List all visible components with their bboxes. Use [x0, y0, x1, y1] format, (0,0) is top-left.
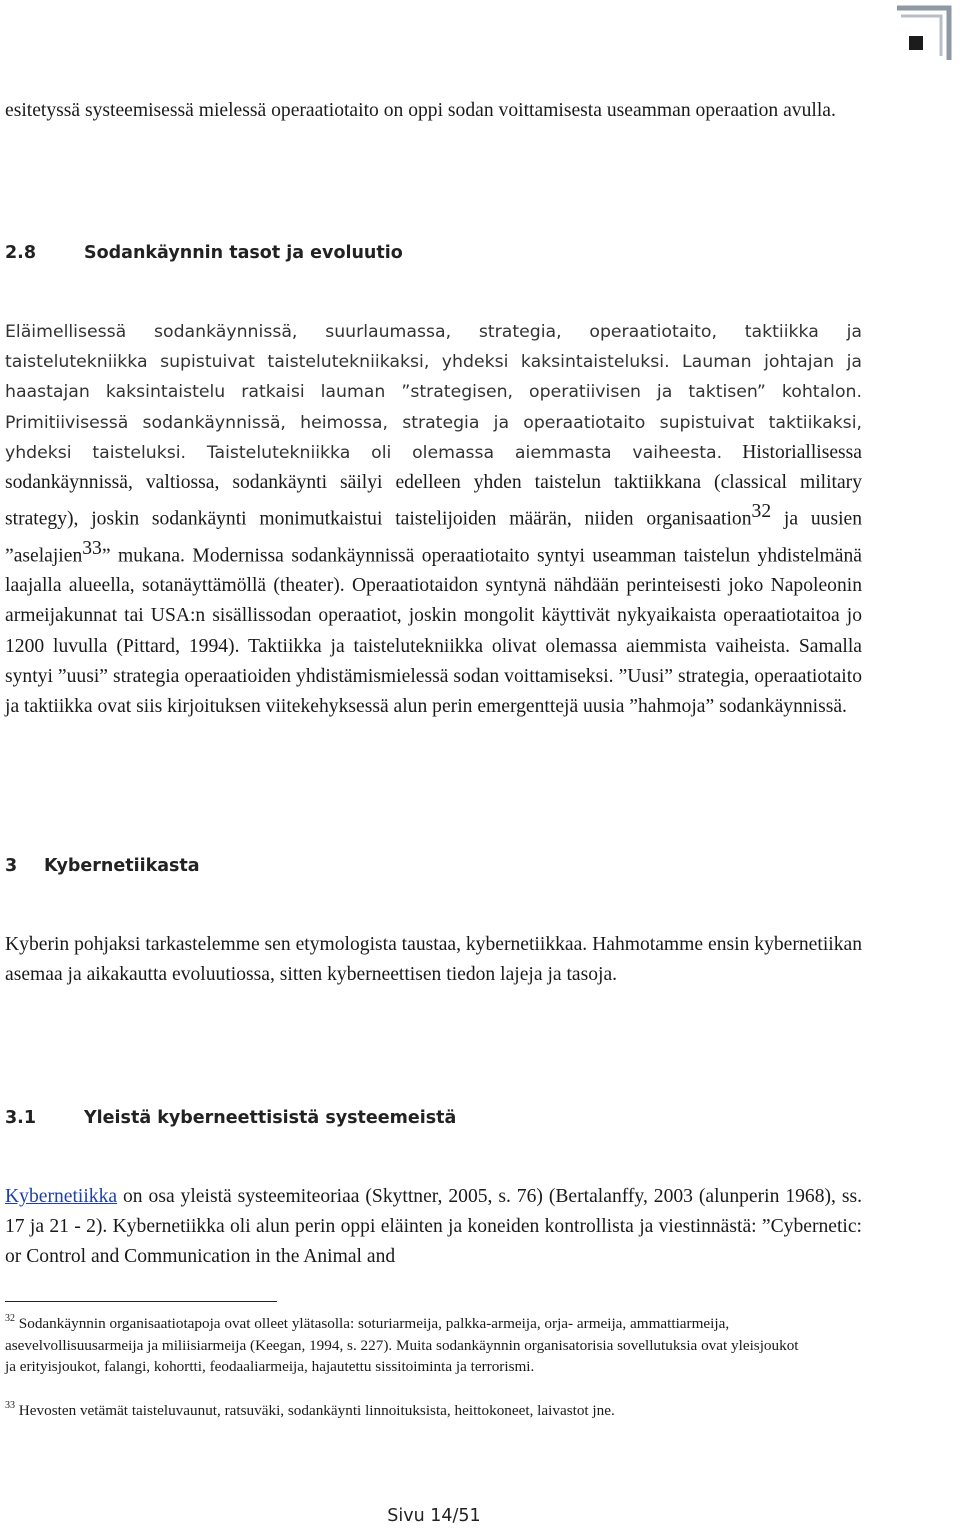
section-heading-3-1 — [5, 1108, 456, 1128]
paragraph-cybernetics-intro: Kyberin pohjaksi tarkastelemme sen etymologista taustaa, kybernetiikkaa. Hahmotamme ensin kybernetiikan asemaa ja aikakautta evoluutiossa, sitten kyberneettisen tiedon lajeja ja tasoja. — [5, 934, 862, 986]
footnote-32: $^{32}$ Sodankäynnin organisaatiotapoja ovat olleet ylätasolla: soturiarmeija, palkka-armeija, orja- armeija, ammattiarmeija, asevelvollisuusarmeija ja miliisiarmeija (Keegan, 1994, s. 227). Muita sodankäynnin organisatorisia sovellutuksia ovat yleisjoukot ja erityisjoukot, falangi, kohortti, feodaaliarmeija, hajautettu sissitoiminta ja terrorismi. — [5, 1312, 799, 1375]
section-title: Yleistä kyberneettisistä systeemeistä — [84, 1108, 457, 1128]
footnote-number: 32 — [5, 1312, 15, 1324]
section-number: 2.8 — [5, 243, 37, 263]
section-heading-2-8 — [5, 243, 403, 263]
footnote-ref-33[interactable]: 33 — [82, 537, 102, 559]
paragraph-cybernetic-systems: Kybernetiikka on osa yleistä systeemiteoriaa (Skyttner, 2005, s. 76) (Bertalanffy, 2003 (alunperin 1968), ss. 17 ja 21 - 2). Kybernetiikka oli alun perin oppi eläinten ja koneiden kontrollista ja viestinnästä: ”Cybernetic: or Control and Communication in the Animal and — [5, 1186, 862, 1268]
publisher-logo-icon — [893, 2, 957, 66]
paragraph-levels-of-warfare: Eläimellisessä sodankäynnissä, suurlaumassa, strategia, operaatiotaito, taktiikka ja taistelutekniikka supistuivat taistelutekniikaksi, yhdeksi kaksintaisteluksi. Lauman johtajan ja haastajan kaksintaistelu ratkaisi lauman ”strategisen, operatiivisen ja taktisen” kohtalon. Primitiivisessä sodankäynnissä, heimossa, strategia ja operaatiotaito supistuivat taktiikaksi, yhdeksi taisteluksi. Taistelutekniikka oli olemassa aiemmasta vaiheesta. Historiallisessa sodankäynnissä, valtiossa, sodankäynti säilyi edelleen yhden taistelun taktiikkana (classical military strategy), joskin sodankäynti monimutkaistui taistelijoiden määrän, niiden organisaation$^{32}$ ja uusien ”aselajien$^{33}$” mukana. Modernissa sodankäynnissä operaatiotaito syntyi useamman taistelun yhdistelmänä laajalla alueella, sotanäyttämöllä (theater). Operaatiotaidon syntynä nähdään perinteisesti joko Napoleonin armeijakunnat tai USA:n sisällissodan operaatiot, joskin mongolit käyttivät nykyaikaista operaatiotaitoa jo 1200 luvulla (Pittard, 1994). Taktiikka ja taistelutekniikka olivat olemassa aiemmista vaiheista. Samalla syntyi ”uusi” strategia operaatioiden yhdistämismielessä sodan voittamiseksi. ”Uusi” strategia, operaatiotaito ja taktiikka ovat siis kirjoituksen viitekehyksessä alun perin emergenttejä uusia ”hahmoja” sodankäynnissä. — [5, 322, 863, 718]
footnote-33: $^{33}$ Hevosten vetämät taisteluvaunut, ratsuväki, sodankäynti linnoituksista, heittokoneet, laivastot jne. — [5, 1399, 615, 1419]
section-title: Kybernetiikasta — [44, 856, 200, 876]
page-number: Sivu 14/51 — [387, 1506, 481, 1526]
footnote-divider — [5, 1301, 277, 1302]
section-title: Sodankäynnin tasot ja evoluutio — [84, 243, 403, 263]
section-heading-3 — [5, 856, 200, 876]
footnote-number: 33 — [5, 1399, 15, 1411]
footnote-ref-32[interactable]: 32 — [751, 501, 772, 523]
section-number: 3.1 — [5, 1108, 37, 1128]
paragraph-intro: esitetyssä systeemisessä mielessä operaatiotaito on oppi sodan voittamisesta useamman operaation avulla. — [5, 100, 836, 121]
kybernetiikka-link[interactable]: Kybernetiikka — [5, 1186, 118, 1207]
section-number: 3 — [5, 856, 18, 876]
